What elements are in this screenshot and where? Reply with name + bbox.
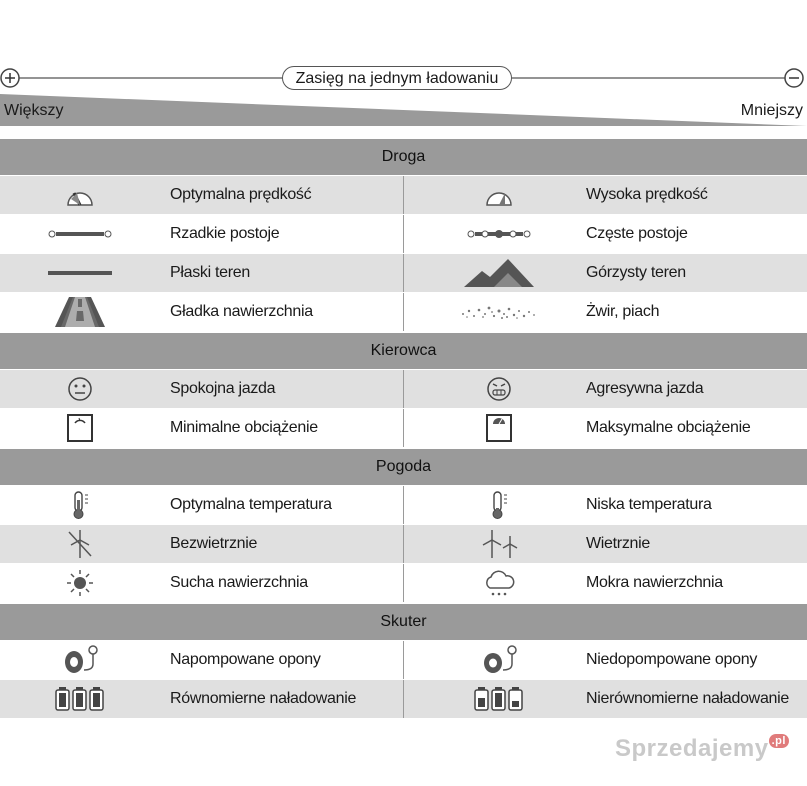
factors-table <box>0 137 807 718</box>
wind-turbines-icon <box>424 525 574 563</box>
row-label-left: Minimalne obciążenie <box>170 419 318 436</box>
table-row <box>0 254 807 292</box>
scale-max-icon <box>424 409 574 447</box>
scale-min-icon <box>20 409 140 447</box>
row-label-left: Gładka nawierzchnia <box>170 303 313 320</box>
calm-face-icon <box>20 370 140 408</box>
plus-icon <box>1 69 19 87</box>
tire-pressure-low-icon <box>424 641 574 679</box>
section-kierowca: Kierowca <box>0 333 807 369</box>
frequent-stops-icon <box>424 215 574 253</box>
row-label-right: Agresywna jazda <box>586 380 704 397</box>
section-pogoda: Pogoda <box>0 449 807 485</box>
table-row <box>0 564 807 602</box>
row-label-left: Sucha nawierzchnia <box>170 574 308 591</box>
row-label-right: Górzysty teren <box>586 264 686 281</box>
mountains-icon <box>424 254 574 292</box>
range-title: Zasięg na jednym ładowaniu <box>282 66 512 90</box>
row-label-right: Niedopompowane opony <box>586 651 758 668</box>
range-wedge <box>0 94 807 126</box>
table-row <box>0 370 807 408</box>
row-label-left: Napompowane opony <box>170 651 321 668</box>
row-label-right: Maksymalne obciążenie <box>586 419 751 436</box>
row-label-left: Płaski teren <box>170 264 250 281</box>
more-label: Większy <box>4 102 64 119</box>
table-row <box>0 176 807 214</box>
row-label-left: Równomierne naładowanie <box>170 690 357 707</box>
table-row <box>0 680 807 718</box>
speedometer-high-icon <box>424 176 574 214</box>
minus-icon <box>785 69 803 87</box>
aggressive-face-icon <box>424 370 574 408</box>
tire-pressure-ok-icon <box>20 641 140 679</box>
row-label-right: Mokra nawierzchnia <box>586 574 723 591</box>
sun-icon <box>20 564 140 602</box>
speedometer-low-icon <box>20 176 140 214</box>
section-droga: Droga <box>0 139 807 175</box>
table-row <box>0 409 807 447</box>
row-label-left: Bezwietrznie <box>170 535 258 552</box>
smooth-road-icon <box>20 293 140 331</box>
row-label-left: Optymalna temperatura <box>170 496 332 513</box>
table-row <box>0 293 807 331</box>
row-label-left: Spokojna jazda <box>170 380 276 397</box>
row-label-right: Żwir, piach <box>586 303 660 320</box>
batteries-unbalanced-icon <box>424 680 574 718</box>
row-label-right: Częste postoje <box>586 225 688 242</box>
table-row <box>0 525 807 563</box>
watermark-logo: Sprzedajemy $^{.pl}$ <box>615 735 789 763</box>
batteries-balanced-icon <box>20 680 140 718</box>
row-label-right: Wysoka prędkość <box>586 186 708 203</box>
less-label: Mniejszy <box>740 102 803 119</box>
table-row <box>0 486 807 524</box>
section-skuter: Skuter <box>0 604 807 640</box>
flat-terrain-icon <box>20 254 140 292</box>
thermometer-low-icon <box>424 486 574 524</box>
thermometer-optimal-icon <box>20 486 140 524</box>
rain-cloud-icon <box>424 564 574 602</box>
rare-stops-icon <box>20 215 140 253</box>
row-label-left: Optymalna prędkość <box>170 186 312 203</box>
row-label-left: Rzadkie postoje <box>170 225 280 242</box>
row-label-right: Nierównomierne naładowanie <box>586 690 789 707</box>
row-label-right: Niska temperatura <box>586 496 712 513</box>
row-label-right: Wietrznie <box>586 535 650 552</box>
gravel-sand-icon <box>424 293 574 331</box>
table-row <box>0 215 807 253</box>
no-wind-turbine-icon <box>20 525 140 563</box>
table-row <box>0 641 807 679</box>
